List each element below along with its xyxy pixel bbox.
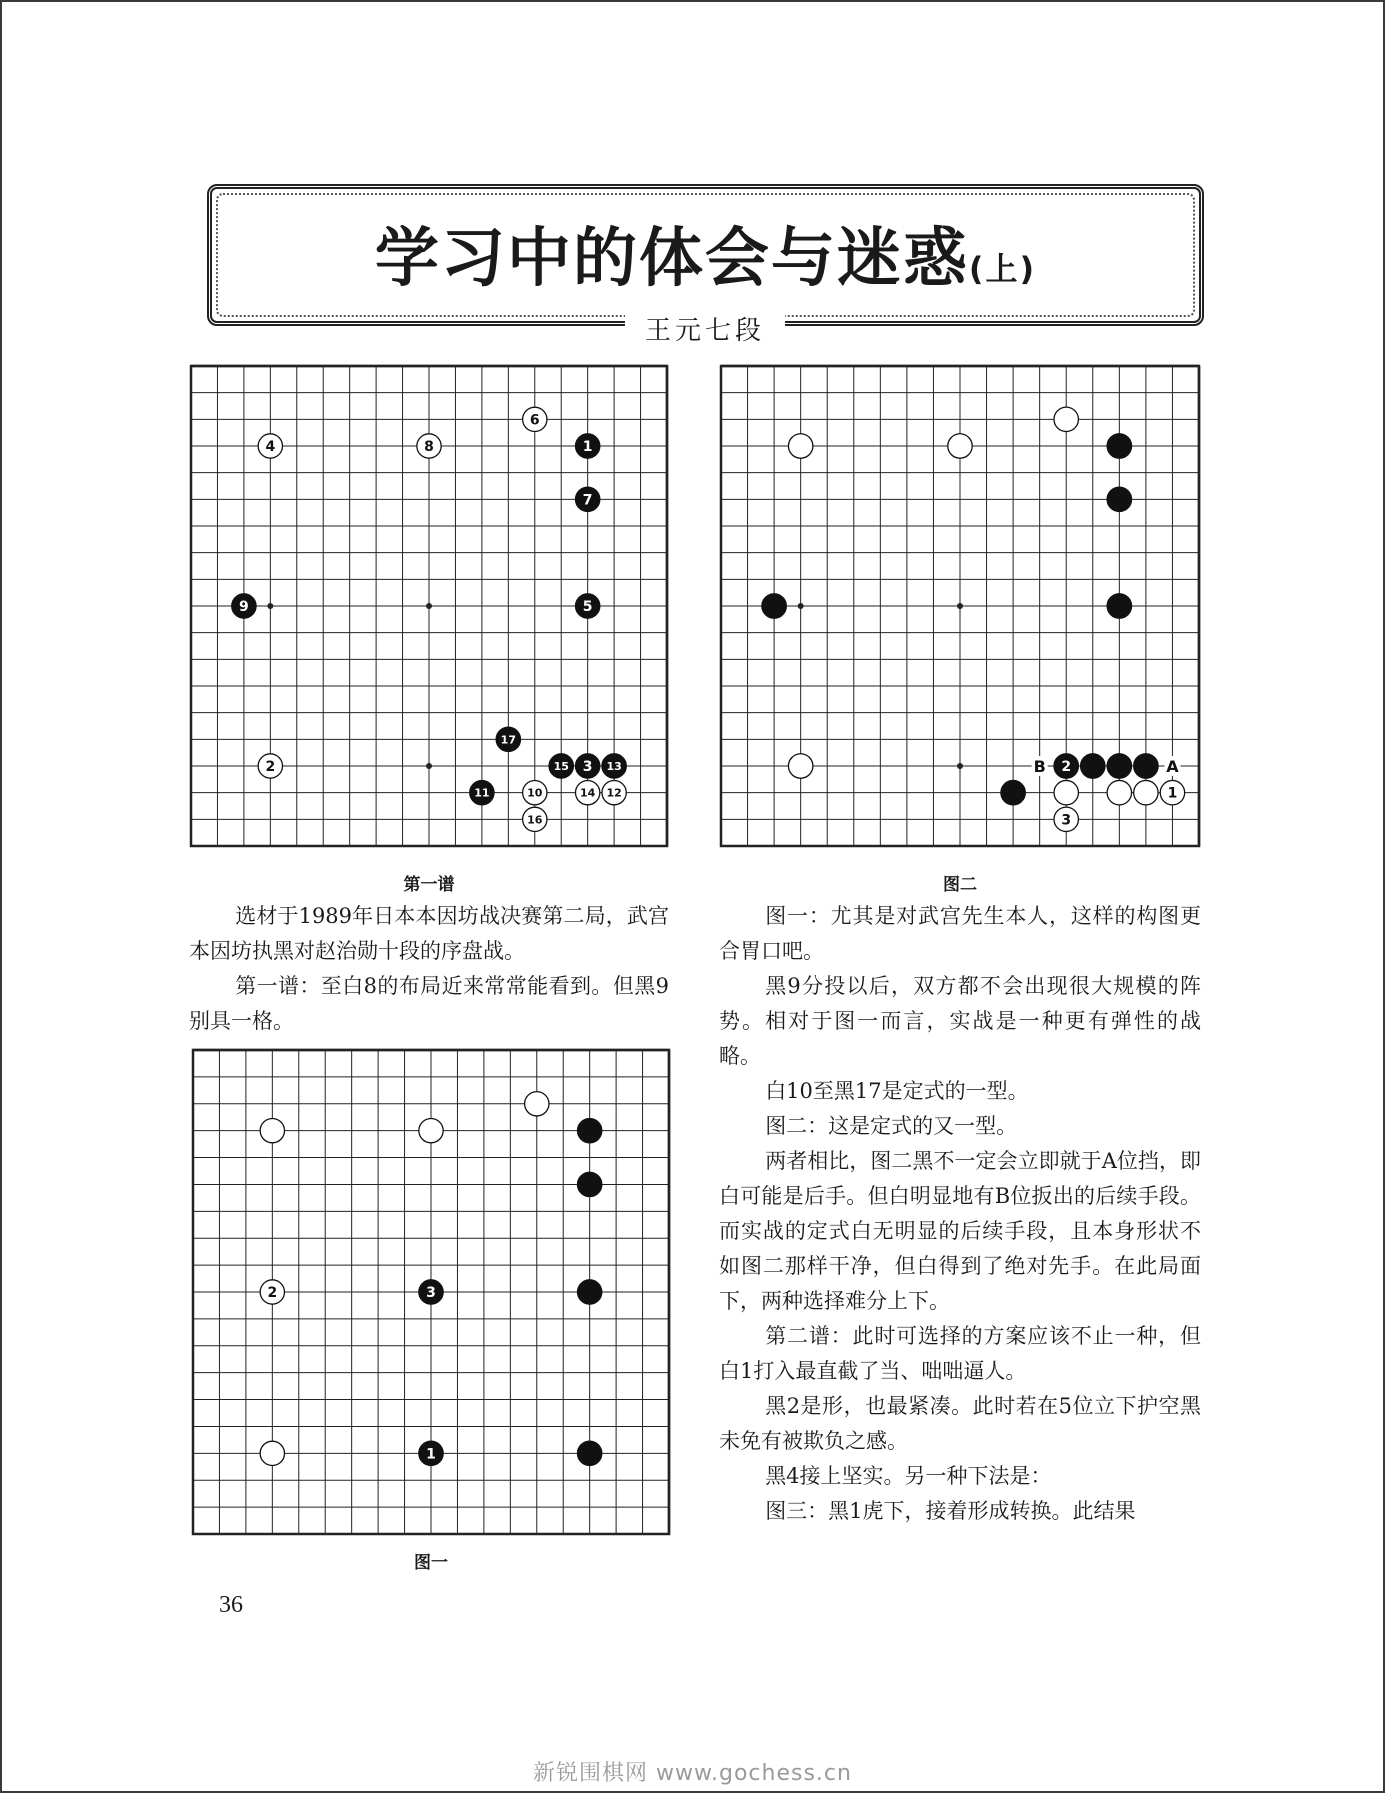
star-point — [267, 603, 273, 609]
caption-fig1: 图一 — [414, 1553, 448, 1573]
move-number-label: 11 — [474, 786, 490, 800]
board-fig2-svg — [719, 364, 1201, 848]
move-number-label: 7 — [582, 492, 593, 509]
white-stone — [525, 1092, 549, 1116]
paragraph: 黑9分投以后，双方都不会出现很大规模的阵势。相对于图一而言，实战是一种更有弹性的战略。 — [719, 974, 1201, 1068]
paragraph: 黑2是形，也最紧凑。此时若在5位立下护空黑未免有被欺负之感。 — [719, 1394, 1201, 1453]
black-stone — [578, 1441, 602, 1465]
title-main: 学习中的体会与迷惑 — [374, 222, 969, 296]
right-text — [719, 899, 1201, 1529]
go-board-kifu1 — [189, 364, 669, 848]
white-stone — [1134, 780, 1158, 804]
paragraph: 图二：这是定式的又一型。 — [765, 1114, 1018, 1138]
move-number-label: 12 — [606, 786, 622, 800]
move-number-label: 16 — [527, 813, 543, 827]
move-number-label: 13 — [606, 759, 622, 773]
white-stone — [1054, 780, 1078, 804]
black-stone — [1134, 754, 1158, 778]
board-fig1-svg — [191, 1048, 671, 1536]
move-number-label: 3 — [582, 759, 593, 776]
paragraph: 图一：尤其是对武宫先生本人，这样的构图更合胃口吧。 — [719, 904, 1201, 963]
black-stone — [578, 1119, 602, 1143]
black-stone — [1107, 434, 1131, 458]
move-number-label: 2 — [267, 1285, 278, 1302]
move-number-label: 15 — [553, 759, 569, 773]
board-kifu1-svg — [189, 364, 669, 848]
white-stone — [788, 434, 812, 458]
white-stone — [1107, 780, 1131, 804]
move-number-label: 5 — [582, 599, 593, 616]
position-mark-label: A — [1166, 757, 1179, 776]
move-number-label: 1 — [426, 1446, 436, 1463]
title-frame — [207, 184, 1204, 326]
star-point — [957, 763, 963, 769]
move-number-label: 8 — [424, 439, 434, 456]
position-mark-label: B — [1033, 757, 1046, 776]
black-stone — [1107, 594, 1131, 618]
white-stone — [260, 1441, 284, 1465]
star-point — [957, 603, 963, 609]
move-number-label: 4 — [265, 439, 276, 456]
move-number-label: 2 — [265, 759, 276, 776]
site-watermark: 新锐围棋网 www.gochess.cn — [533, 1761, 852, 1786]
star-point — [798, 603, 804, 609]
go-board-fig2 — [719, 364, 1201, 848]
move-number-label: 14 — [580, 786, 596, 800]
black-stone — [578, 1172, 602, 1196]
black-stone — [1001, 780, 1025, 804]
move-number-label: 2 — [1061, 759, 1072, 776]
paragraph: 两者相比，图二黑不一定会立即就于A位挡，即白可能是后手。但白明显地有B位扳出的后续手段。而实战的定式白无明显的后续手段，且本身形状不如图二那样干净，但白得到了绝对先手。在此局面下，两种选择难分上下。 — [719, 1149, 1201, 1313]
left-text — [189, 899, 669, 1039]
white-stone — [260, 1119, 284, 1143]
move-number-label: 10 — [527, 786, 543, 800]
caption-fig2: 图二 — [943, 875, 977, 895]
page-number: 36 — [219, 1592, 243, 1618]
paragraph: 图三：黑1虎下，接着形成转换。此结果 — [765, 1499, 1136, 1523]
black-stone — [762, 594, 786, 618]
move-number-label: 6 — [529, 412, 540, 429]
white-stone — [788, 754, 812, 778]
caption-kifu1: 第一谱 — [403, 875, 455, 895]
paragraph: 第二谱：此时可选择的方案应该不止一种，但白1打入最直截了当、咄咄逼人。 — [719, 1324, 1201, 1383]
black-stone — [578, 1280, 602, 1304]
paragraph: 黑4接上坚实。另一种下法是： — [765, 1464, 1052, 1488]
move-number-label: 17 — [500, 733, 516, 747]
move-number-label: 3 — [1061, 812, 1072, 829]
author-byline: 王元七段 — [625, 310, 785, 347]
star-point — [426, 763, 432, 769]
book-page — [8, 8, 1377, 1786]
black-stone — [1107, 754, 1131, 778]
white-stone — [948, 434, 972, 458]
white-stone — [419, 1119, 443, 1143]
move-number-label: 1 — [1167, 785, 1178, 802]
move-number-label: 1 — [582, 439, 593, 456]
star-point — [426, 603, 432, 609]
paragraph: 选材于1989年日本本因坊战决赛第二局，武宫本因坊执黑对赵治勋十段的序盘战。 — [189, 904, 669, 963]
black-stone — [1107, 487, 1131, 511]
paragraph: 白10至黑17是定式的一型。 — [765, 1079, 1029, 1103]
article-title — [212, 207, 1199, 299]
move-number-label: 3 — [426, 1285, 436, 1302]
go-board-fig1 — [191, 1048, 671, 1536]
paragraph: 第一谱：至白8的布局近来常常能看到。但黑9别具一格。 — [189, 974, 669, 1033]
title-suffix: (上) — [968, 250, 1037, 288]
black-stone — [1081, 754, 1105, 778]
move-number-label: 9 — [239, 599, 249, 616]
white-stone — [1054, 407, 1078, 431]
